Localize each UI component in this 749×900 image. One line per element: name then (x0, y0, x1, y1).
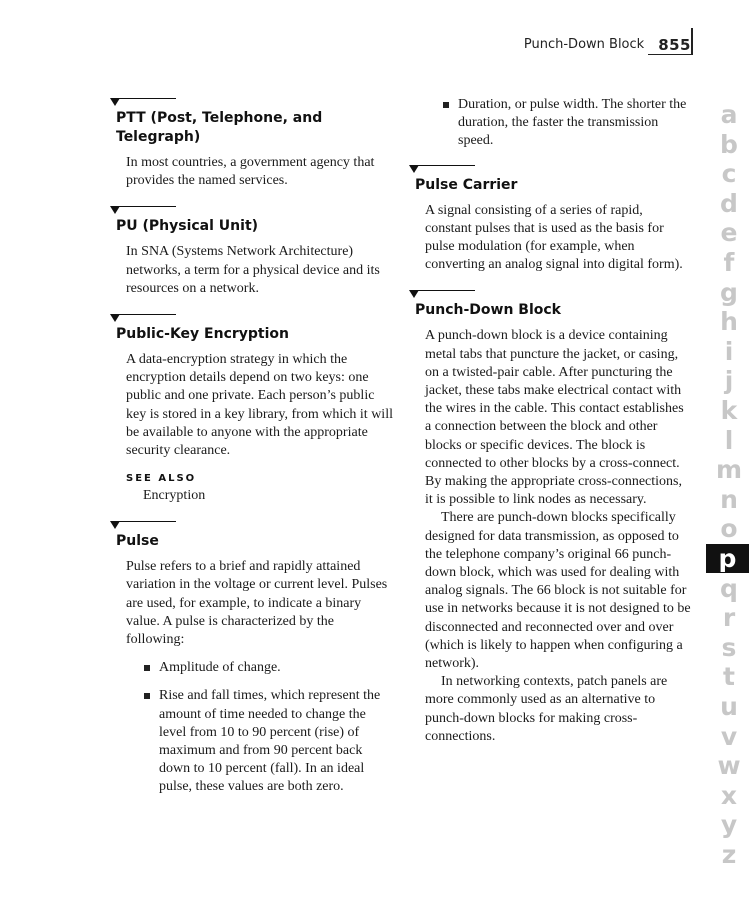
thumb-index-letter-i[interactable]: i (724, 336, 734, 366)
square-bullet-icon (144, 665, 150, 671)
list-item (458, 96, 691, 151)
entry-ptt (110, 96, 393, 190)
thumb-index-letter-w[interactable]: w (717, 751, 741, 781)
entry-paragraph: There are punch-down blocks specifically designed for data transmission, as opposed to the telephone company’s original 66 punch-down block, which was used for dealing with analog signals. The 66 block is not suitable for use in networks because it is not designed to be disconnected and reconnected over and over (which is likely to happen when configuring a network). (425, 510, 691, 672)
entry-marker (110, 204, 176, 214)
thumb-index-letter-p[interactable]: p (706, 544, 749, 573)
thumb-index-letter-j[interactable]: j (724, 366, 734, 396)
entry-pulse (110, 519, 393, 796)
entry-marker (110, 312, 176, 322)
right-column (409, 96, 691, 760)
list-item-text: Duration, or pulse width. The shorter the duration, the faster the transmission speed. (458, 97, 687, 149)
entry-marker (110, 96, 176, 106)
bullet-list (409, 96, 691, 151)
entry-marker (409, 288, 475, 298)
entry-paragraph: A punch-down block is a device containing metal tabs that puncture the jacket, or casing, on a twisted-pair cable. After puncturing the jacket, these tabs make electrical contact with the wires in the cable. This contact establishes a connection between the block and other blocks or specific devices. The block is connected to other blocks by a cross-connect. By making the appropriate cross-connections, it is possible to link nodes as necessary. (425, 328, 684, 508)
see-also-label: SEE ALSO (126, 473, 197, 485)
thumb-index-letter-s[interactable]: s (721, 632, 737, 662)
entry-marker (110, 519, 176, 529)
entry-body: A data-encryption strategy in which the encryption details depend on two keys: one public and one private. Each person’s public key is stored in a key library, from which it will be available to anyone with the appropriate security clearance. (126, 352, 393, 459)
thumb-index-letter-n[interactable]: n (720, 484, 738, 514)
thumb-index-letter-c[interactable]: c (721, 159, 737, 189)
thumb-index-letter-o[interactable]: o (720, 514, 738, 544)
list-item-text: Amplitude of change. (159, 660, 281, 676)
triangle-marker-icon (110, 314, 120, 322)
thumb-index-letter-r[interactable]: r (722, 603, 736, 633)
entry-title: Pulse (116, 533, 159, 550)
header-rule-vertical (691, 28, 693, 55)
thumb-index-letter-z[interactable]: z (721, 840, 737, 869)
thumb-index-letter-f[interactable]: f (723, 248, 735, 277)
entry-title: Public-Key Encryption (116, 326, 290, 343)
thumb-index-letter-l[interactable]: l (724, 425, 734, 455)
running-head-title: Punch-Down Block (523, 37, 645, 52)
square-bullet-icon (144, 693, 150, 699)
thumb-index-letter-a[interactable]: a (720, 100, 738, 129)
list-item-text: Rise and fall times, which represent the amount of time needed to change the level from 10 to 90 percent (rise) of maximum and from 90 percent back down to 10 percent (fall). In an ideal pulse, these values are both zero. (159, 688, 381, 795)
entry-pu (110, 204, 393, 298)
thumb-index-letter-m[interactable]: m (715, 455, 743, 485)
entry-paragraph: In networking contexts, patch panels are more commonly used as an alternative to punch-down blocks for making cross-connections. (425, 674, 668, 744)
entry-body: In most countries, a government agency that provides the named services. (126, 155, 375, 189)
triangle-marker-icon (110, 98, 120, 106)
thumb-index-letter-q[interactable]: q (720, 573, 738, 603)
thumb-index-letter-h[interactable]: h (720, 307, 738, 337)
thumb-index-letter-t[interactable]: t (723, 662, 735, 692)
see-also-link[interactable]: Encryption (143, 488, 206, 504)
entry-title: PTT (Post, Telephone, and Telegraph) (116, 110, 323, 145)
thumb-index-letter-b[interactable]: b (720, 129, 738, 159)
entry-pulse-carrier (409, 163, 691, 275)
triangle-marker-icon (409, 290, 419, 298)
running-head (524, 36, 691, 54)
entry-public-key-encryption (110, 312, 393, 505)
list-item (159, 687, 393, 796)
header-rule-horizontal (648, 54, 693, 55)
page-number: 855 (658, 36, 691, 54)
thumb-index-letter-u[interactable]: u (720, 692, 738, 721)
entry-title: Punch-Down Block (415, 302, 561, 319)
triangle-marker-icon (110, 206, 120, 214)
thumb-index-letter-k[interactable]: k (720, 396, 738, 425)
entry-body: In SNA (Systems Network Architecture) networks, a term for a physical device and its resources on a network. (126, 244, 380, 296)
thumb-index-letter-y[interactable]: y (720, 810, 738, 840)
triangle-marker-icon (409, 165, 419, 173)
triangle-marker-icon (110, 521, 120, 529)
entry-marker (409, 163, 475, 173)
entry-punch-down-block (409, 288, 691, 746)
thumb-index-letter-d[interactable]: d (720, 188, 738, 218)
thumb-index-letter-e[interactable]: e (720, 218, 738, 248)
thumb-index-letter-g[interactable]: g (720, 277, 738, 307)
bullet-list (110, 659, 393, 796)
entry-body: Pulse refers to a brief and rapidly attained variation in the voltage or current level. Pulses are used, for example, to indicate a binary value. A pulse is characterized by the following: (126, 559, 388, 648)
entry-title: PU (Physical Unit) (116, 218, 259, 235)
list-item (159, 659, 393, 677)
left-column (110, 96, 393, 811)
alphabet-thumb-index (709, 100, 749, 880)
square-bullet-icon (443, 102, 449, 108)
entry-title: Pulse Carrier (415, 176, 518, 193)
entry-body: A signal consisting of a series of rapid, constant pulses that is used as the basis for pulse modulation (for example, when converting an analog signal into digital form). (425, 202, 683, 273)
thumb-index-letter-v[interactable]: v (720, 721, 738, 751)
thumb-index-letter-x[interactable]: x (720, 780, 738, 810)
